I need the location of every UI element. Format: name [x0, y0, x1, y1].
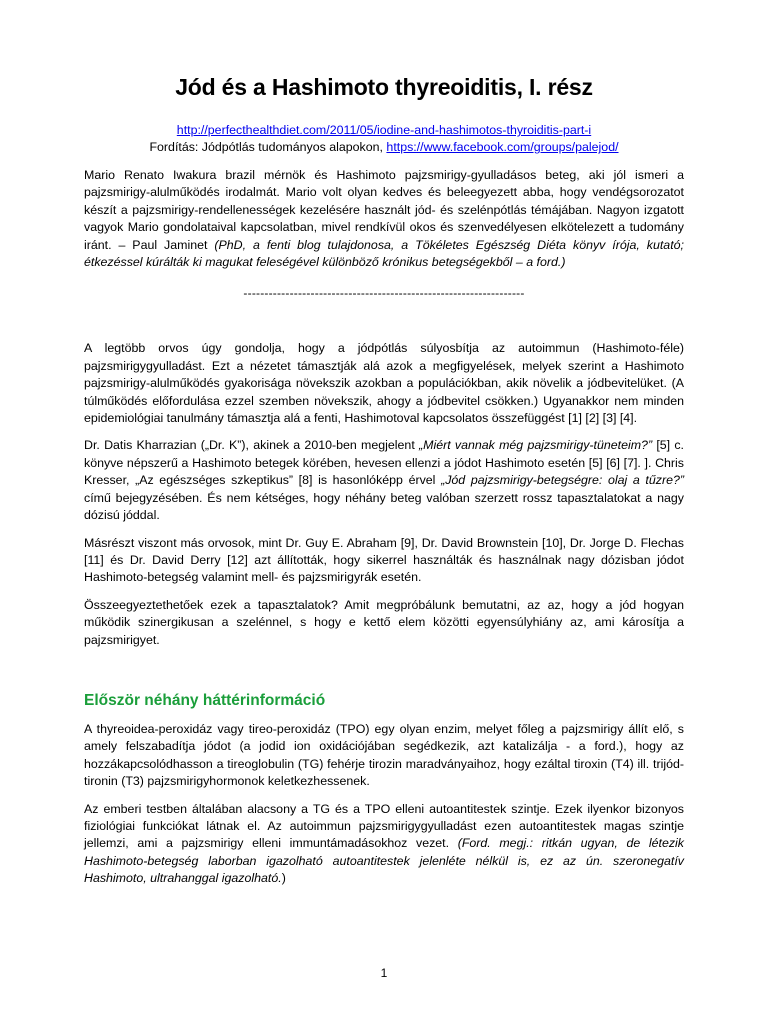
- paragraph-3: Másrészt viszont más orvosok, mint Dr. Guy E. Abraham [9], Dr. David Brownstein [10], Dr. Jorge D. Flechas [11] és Dr. David Derry [12] azt állították, hogy sikerrel használták és használnak nagy dózisban jódot Hashimoto-betegség valamint mell- és pajzsmirigyrák esetén.: [84, 535, 684, 585]
- section-heading: Először néhány háttérinformáció: [84, 691, 326, 709]
- paragraph-5: A thyreoidea-peroxidáz vagy tireo-peroxidáz (TPO) egy olyan enzim, melyet főleg a pajzsmirigy állít elő, s amely felszabadítja jódot (a jodid ion oxidációjában segédkezik, azt katalizálja - a ford.), hogy az hozzákapcsolódhasson a tireoglobulin (TG) fehérje tirozin maradványaihoz, hogy ezáltal tiroxin (T4) ill. trijód-tironin (T3) pajzsmirigyhormonok keletkezhessenek.: [84, 721, 684, 789]
- p2-text-c: [5] c. könyve népszerű a Hashimoto betegek körében, hevesen ellenzi a jódot Hashimoto esetén [5] [6] [7]. ]. Chris Kresser, „Az egészséges szkeptikus” [8] is hasonlóképp érvel: [84, 438, 684, 488]
- p2-text-a: Dr. Datis Kharrazian („Dr. K”), akinek a 2010-ben megjelent: [84, 438, 419, 453]
- paragraph-4: Összeegyeztethetőek ezek a tapasztalatok? Amit megpróbálunk bemutatni, az az, hogy a jód hogyan működik szinergikusan a szelénnel, s hogy e kettő elem közötti egyensúlyhiány az, ami károsítja a pajzsmirigyet.: [84, 597, 684, 647]
- paragraph-1: A legtöbb orvos úgy gondolja, hogy a jódpótlás súlyosbítja az autoimmun (Hashimoto-féle) pajzsmirigygyulladást. Ezt a nézetet támasztják alá azok a megfigyelések, melyek szerint a Hashimoto pajzsmirigy-alulműködés gyakorisága növekszik azokban a populációkban, akik növelik a jódbevitelüket. (A túlműködés előfordulása ezzel szemben növekszik, ahogy a jódbevitel csökken.) Ugyanakkor nem minden epidemiológiai tanulmány támasztja alá a fenti, Hashimotoval kapcsolatos összefüggést [1] [2] [3] [4].: [84, 341, 684, 426]
- p2-post-title: „Jód pajzsmirigy-betegségre: olaj a tűzre?”: [441, 473, 685, 488]
- p2-text-e: című bejegyzésében. És nem kétséges, hogy néhány beteg valóban szerzett rossz tapasztalatokat a nagy dózisú jóddal.: [84, 490, 684, 523]
- paragraph-2: [84, 437, 684, 524]
- translation-prefix: Fordítás: Jódpótlás tudományos alapokon,: [149, 140, 387, 154]
- document-page: [84, 72, 684, 888]
- translation-link[interactable]: https://www.facebook.com/groups/palejod/: [386, 140, 619, 154]
- intro-italic: (PhD, a fenti blog tulajdonosa, a Tökéletes Egészség Diéta könyv írója, kutató; étkezéssel kúrálták ki magukat feleségével különböző krónikus betegségekből – a ford.): [84, 237, 684, 270]
- intro-text: Mario Renato Iwakura brazil mérnök és Hashimoto pajzsmirigy-gyulladásos beteg, aki jól ismeri a pajzsmirigy-alulműködés irodalmát. Mario volt olyan kedves és beleegyezett abba, hogy vendégsorozatot készít a pajzsmirigy-rendellenességek kezelésére használt jód- és szelénpótlás témájában. Nagyon izgatott vagyok Mario gondolataival kapcsolatban, mivel rendkívül okos és szenvedélyesen elkötelezett a tudomány iránt. – Paul Jaminet: [84, 168, 684, 252]
- paragraph-6: [84, 801, 684, 888]
- p2-book-title: „Miért vannak még pajzsmirigy-tüneteim?”: [419, 438, 653, 453]
- p6-translator-note: (Ford. megj.: ritkán ugyan, de létezik Hashimoto-betegség laborban igazolható autoantitestek jelenléte nélkül is, ez az ún. szeronegatív Hashimoto, ultrahanggal igazolható.: [84, 836, 684, 886]
- source-link[interactable]: http://perfecthealthdiet.com/2011/05/iodine-and-hashimotos-thyroiditis-part-i: [176, 123, 592, 137]
- page-number: 1: [380, 966, 388, 980]
- separator-line: -------------------------------------------------------------------: [243, 286, 525, 301]
- intro-paragraph: [84, 167, 684, 271]
- p6-text-a: Az emberi testben általában alacsony a TG és a TPO elleni autoantitestek szintje. Ezek ilyenkor bizonyos fiziológiai funkciókat látnak el. Az autoimmun pajzsmirigygyulladást ezen autoantitestek magas szintje jellemzi, ami a pajzsmirigy elleni immuntámadásokhoz vezet.: [84, 801, 684, 851]
- source-block: [84, 122, 684, 156]
- page-title: Jód és a Hashimoto thyreoiditis, I. rész: [175, 74, 593, 100]
- p6-text-c: ): [281, 871, 286, 886]
